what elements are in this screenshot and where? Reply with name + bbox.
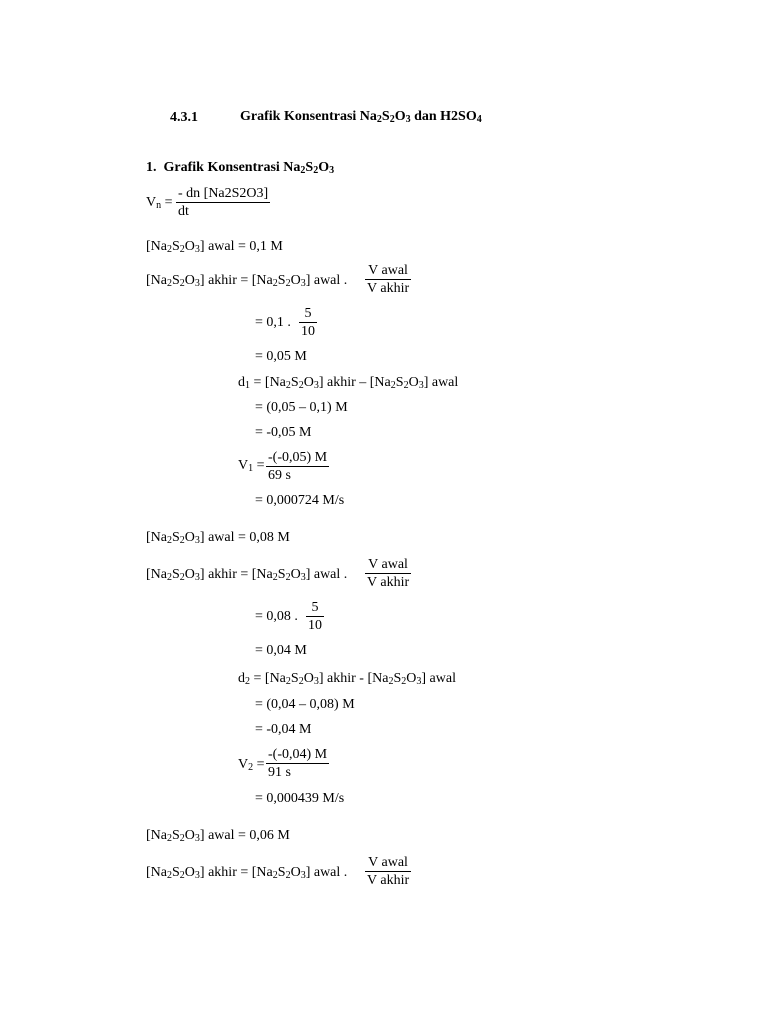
chem-formula-na2s2o3: $[Na_2S_2O_3]$: [146, 239, 205, 255]
chem-formula-na2s2o3: $[Na_2S_2O_3]$: [146, 567, 205, 583]
chem-formula-na2s2o3: $[Na_2S_2O_3]$: [251, 865, 311, 881]
block1-calc: = 0,1 .: [255, 315, 291, 330]
block3-akhir: $[Na_2S_2O_3]$ akhir = $[Na_2S_2O_3]$ awal .: [146, 865, 348, 881]
block1-velocity-result: = 0,000724 M/s: [255, 493, 345, 508]
block2-delta-step1: = (0,04 – 0,08) M: [255, 697, 355, 712]
block2-velocity-fraction: $\frac{-(-0,04) M}{91 s}$: [268, 747, 328, 780]
block2-delta: $d_2 = [Na_2S_2O_3]$ akhir - $[Na_2S_2O_3]$ awal: [238, 671, 456, 687]
block1-delta-step1: = (0,05 – 0,1) M: [255, 400, 348, 415]
block2-velocity-result: = 0,000439 M/s: [255, 791, 345, 806]
block2-calc: = 0,08 .: [255, 609, 298, 624]
chem-formula-na2s2o3: $[Na_2S_2O_3]$: [251, 567, 311, 583]
block1-delta-step2: = -0,05 M: [255, 425, 312, 440]
block3-awal: $[Na_2S_2O_3]$ awal = 0,06 M: [146, 828, 290, 844]
block2-result: = 0,04 M: [255, 643, 307, 658]
chem-formula-na2s2o3: $[Na_2S_2O_3]$: [146, 828, 205, 844]
block1-velocity-fraction: $\frac{-(-0,05) M}{69 s}$: [268, 450, 328, 483]
block2-volume-fraction: V awal V akhir: [367, 557, 410, 590]
section-title: Grafik Konsentrasi $Na_2S_2O_3$ dan $H2SO_4$: [240, 109, 482, 125]
chem-formula-na2s2o3: $[Na_2S_2O_3]$: [264, 671, 324, 687]
section-number: 4.3.1: [170, 110, 198, 125]
block2-calc-fraction: $\frac{5}{10}$: [308, 600, 322, 633]
block2-akhir: $[Na_2S_2O_3]$ akhir = $[Na_2S_2O_3]$ awal .: [146, 567, 348, 583]
block3-volume-fraction: V awal V akhir: [367, 855, 410, 888]
block1-awal: $[Na_2S_2O_3]$ awal = 0,1 M: [146, 239, 283, 255]
block2-awal: $[Na_2S_2O_3]$ awal = 0,08 M: [146, 530, 290, 546]
rate-formula-lhs: $V_n$ =: [146, 195, 173, 211]
chem-formula-na2s2o3: $[Na_2S_2O_3]$: [146, 273, 205, 289]
chem-formula-na2s2o3: $[Na_2S_2O_3]$: [251, 273, 311, 289]
block1-result: = 0,05 M: [255, 349, 307, 364]
block1-delta: $d_1 = [Na_2S_2O_3]$ akhir – $[Na_2S_2O_3]$ awal: [238, 375, 459, 391]
block1-velocity-lhs: $V_1$ =: [238, 458, 265, 474]
block1-calc-fraction: $\frac{5}{10}$: [301, 306, 315, 339]
block2-delta-step2: = -0,04 M: [255, 722, 312, 737]
chem-formula-na2s2o3: $[Na_2S_2O_3]$: [146, 865, 205, 881]
chem-formula-na2s2o3: $[Na_2S_2O_3]$: [146, 530, 205, 546]
subsection-heading: 1. Grafik Konsentrasi $Na_2S_2O_3$: [146, 160, 335, 176]
chem-formula-na2s2o3: $[Na_2S_2O_3]$: [369, 375, 429, 391]
chem-formula-na2s2o3: $[Na_2S_2O_3]$: [367, 671, 427, 687]
chem-formula-na2s2o3: $[Na_2S_2O_3]$: [264, 375, 324, 391]
block2-velocity-lhs: $V_2$ =: [238, 757, 265, 773]
rate-formula-fraction: $\frac{- dn [Na2S2O3]}{dt}$: [178, 186, 269, 219]
block1-volume-fraction: V awal V akhir: [367, 263, 410, 296]
block1-akhir: $[Na_2S_2O_3]$ akhir = $[Na_2S_2O_3]$ awal .: [146, 273, 348, 289]
